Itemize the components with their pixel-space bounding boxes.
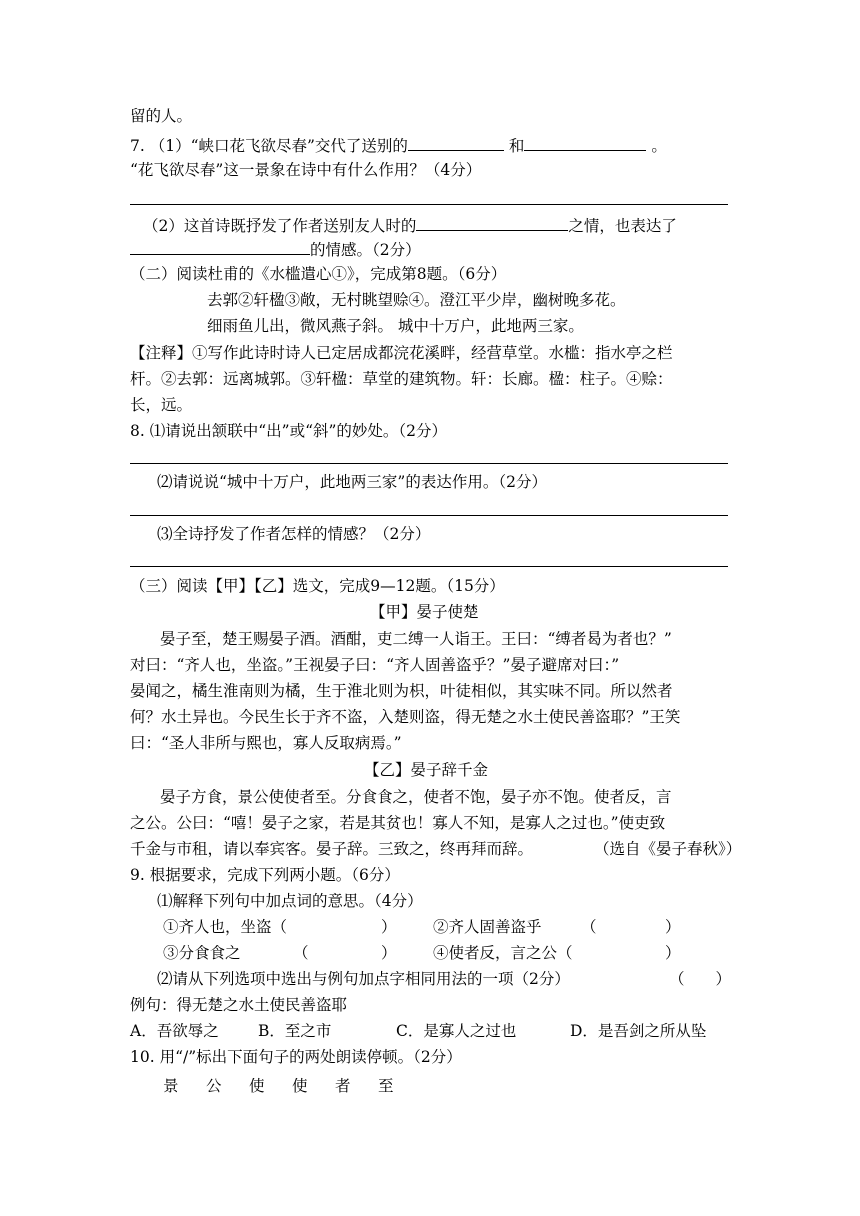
answer-bracket-end: ）	[381, 944, 397, 962]
q9-1: ⑴解释下列句中加点词的意思。（4分）	[157, 892, 423, 910]
answer-bracket: （	[581, 918, 597, 936]
q9-item-4-text: ④使者反，言之公（	[433, 944, 573, 962]
poem-line-2: 细雨鱼儿出，微风燕子斜。 城中十万户，此地两三家。	[207, 317, 584, 335]
section-3-heading: （三）阅读【甲】【乙】选文，完成9—12题。（15分）	[130, 577, 505, 595]
jia-line-5: 曰：“圣人非所与熙也，寡人反取病焉。”	[130, 734, 402, 752]
answer-bracket-end: ）	[665, 918, 681, 936]
q9-2-text: ⑵请从下列选项中选出与例句加点字相同用法的一项（2分）	[157, 970, 570, 988]
answer-blank[interactable]	[416, 214, 568, 231]
source-note: （选自《晏子春秋》）	[594, 840, 742, 858]
answer-blank[interactable]	[408, 134, 504, 151]
q10-sentence: 景 公 使 使 者 至	[163, 1077, 400, 1095]
option-d[interactable]: D．是吾剑之所从坠	[570, 1022, 707, 1040]
answer-blank[interactable]	[130, 238, 310, 255]
yi-line-3-text: 千金与市租，请以奉宾客。晏子辞。三致之，终再拜而辞。	[130, 840, 534, 858]
answer-bracket-end: ）	[381, 918, 397, 936]
note-line-2: 杆。②去郭：远离城郭。③轩楹：草堂的建筑物。轩：长廊。楹：柱子。④赊：	[130, 370, 673, 388]
answer-blank[interactable]	[524, 134, 646, 151]
option-a[interactable]: A．吾欲辱之	[130, 1022, 219, 1040]
section-2-heading: （二）阅读杜甫的《水槛遣心①》，完成第8题。（6分）	[130, 265, 507, 283]
jia-line-1: 晏子至，楚王赐晏子酒。酒酣，吏二缚一人诣王。王曰：“缚者曷为者也？”	[160, 630, 672, 648]
q7-line-2: “花飞欲尽春”这一景象在诗中有什么作用？（4分）	[130, 161, 482, 179]
jia-title: 【甲】晏子使楚	[370, 603, 479, 621]
answer-bracket: （ ）	[669, 970, 732, 988]
yi-line-3	[130, 839, 742, 859]
q7-2-line-1	[143, 214, 677, 236]
jia-line-4: 何？水土异也。今民生长于齐不盗，入楚则盗，得无楚之水土使民善盗耶？”王笑	[130, 708, 681, 726]
q8-1: 8. ⑴请说出颔联中“出”或“斜”的妙处。（2分）	[130, 422, 448, 440]
q9-item-3-text: ③分食食之	[163, 944, 241, 962]
q10: 10. 用“/”标出下面句子的两处朗读停顿。（2分）	[130, 1048, 462, 1066]
answer-bracket: （	[293, 944, 309, 962]
q9-item-2-text: ②齐人固善盗乎	[433, 918, 542, 936]
line-1: 留的人。	[130, 107, 193, 125]
q7-2-text: （2）这首诗既抒发了作者送别友人时的	[143, 217, 417, 235]
q9-item-3	[163, 943, 397, 963]
jia-line-2: 对曰：“齐人也，坐盗。”王视晏子曰：“齐人固善盗乎？”晏子避席对曰：”	[130, 656, 620, 674]
q7-text: 7. （1）“峡口花飞欲尽春”交代了送别的	[130, 137, 408, 155]
q7-line-1	[130, 134, 667, 156]
yi-line-1: 晏子方食，景公使使者至。分食食之，使者不饱，晏子亦不饱。使者反，言	[160, 788, 672, 806]
q8-2: ⑵请说说“城中十万户，此地两三家”的表达作用。（2分）	[157, 473, 547, 491]
example-sentence: 例句：得无楚之水土使民善盗耶	[130, 996, 348, 1014]
note-line-3: 长，远。	[130, 396, 193, 414]
q9-item-1	[163, 917, 397, 937]
option-b[interactable]: B．至之市	[258, 1022, 332, 1040]
note-line-1: 【注释】①写作此诗时诗人已定居成都浣花溪畔，经营草堂。水槛：指水亭之栏	[130, 344, 673, 362]
yi-title: 【乙】晏子辞千金	[364, 761, 489, 779]
yi-line-2: 之公。公曰：“嘻！晏子之家，若是其贫也！寡人不知，是寡人之过也。”使吏致	[130, 814, 666, 832]
q7-2-line-2	[130, 238, 421, 260]
answer-line[interactable]	[130, 515, 728, 516]
option-c[interactable]: C．是寡人之过也	[396, 1022, 517, 1040]
answer-line[interactable]	[130, 204, 728, 205]
q9-item-1-text: ①齐人也，坐盗（	[163, 918, 288, 936]
q7-text-end: 。	[651, 137, 667, 155]
q9-item-4	[433, 943, 681, 963]
jia-line-3: 晏闻之，橘生淮南则为橘，生于淮北则为枳，叶徒相似，其实味不同。所以然者	[130, 682, 673, 700]
q7-2-text-b: 之情，也表达了	[568, 217, 677, 235]
q9-2	[157, 969, 732, 989]
q7-2-text-c: 的情感。（2分）	[310, 241, 421, 259]
answer-line[interactable]	[130, 463, 728, 464]
answer-bracket-end: ）	[665, 944, 681, 962]
q9: 9. 根据要求，完成下列两小题。（6分）	[130, 866, 400, 884]
q9-item-2	[433, 917, 681, 937]
answer-line[interactable]	[130, 566, 728, 567]
q8-3: ⑶全诗抒发了作者怎样的情感？（2分）	[157, 525, 431, 543]
poem-line-1: 去郭②轩楹③敞，无村眺望赊④。澄江平少岸，幽树晚多花。	[207, 291, 626, 309]
q7-text-and: 和	[508, 137, 525, 155]
